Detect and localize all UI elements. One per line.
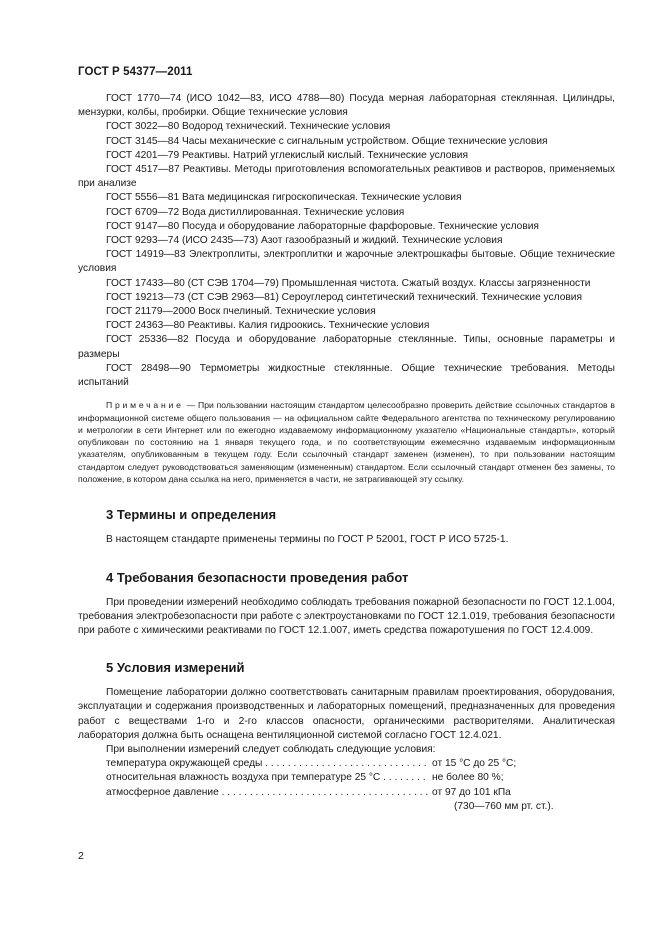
condition-value: от 15 °С до 25 °С;: [432, 758, 517, 770]
reference-item: ГОСТ 3022—80 Водород технический. Технические условия: [106, 121, 391, 133]
document-header: ГОСТ Р 54377—2011: [78, 66, 193, 78]
references-list: [78, 92, 615, 390]
reference-item: ГОСТ 17433—80 (СТ СЭВ 1704—79) Промышленная чистота. Сжатый воздух. Классы загрязненности: [106, 277, 591, 289]
reference-item: ГОСТ 4517—87 Реактивы. Методы приготовления вспомогательных реактивов и растворов, применяемых при анализе: [78, 164, 615, 190]
reference-item: ГОСТ 9147—80 Посуда и оборудование лабораторные фарфоровые. Технические условия: [106, 220, 539, 232]
reference-item: ГОСТ 14919—83 Электроплиты, электроплитки и жарочные электрошкафы бытовые. Общие технические условия: [78, 249, 615, 275]
section-4-text: При проведении измерений необходимо соблюдать требования пожарной безопасности по ГОСТ 12.1.004, требования электробезопасности при работе с электроустановками по ГОСТ 12.1.019, требования безопасности при работе с химическими реактивами по ГОСТ 12.1.007, иметь средства пожаротушения по ГОСТ 12.4.009.: [78, 596, 615, 636]
condition-row: [78, 786, 615, 800]
condition-label: относительная влажность воздуха при температуре 25 °С . . .: [78, 771, 428, 785]
reference-item: ГОСТ 24363—80 Реактивы. Калия гидроокись. Технические условия: [106, 320, 430, 332]
section-3-heading: 3 Термины и определения: [106, 507, 277, 523]
reference-item: ГОСТ 21179—2000 Воск пчелиный. Технические условия: [106, 306, 376, 318]
reference-item: ГОСТ 1770—74 (ИСО 1042—83, ИСО 4788—80) Посуда мерная лабораторная стеклянная. Цилиндры, мензурки, колбы, пробирки. Общие технические условия: [78, 93, 615, 119]
condition-value: от 97 до 101 кПа: [432, 786, 511, 798]
reference-item: ГОСТ 28498—90 Термометры жидкостные стеклянные. Общие технические требования. Методы испытаний: [78, 362, 615, 389]
page-number: 2: [78, 850, 84, 862]
reference-item: ГОСТ 25336—82 Посуда и оборудование лабораторные стеклянные. Типы, основные параметры и размеры: [78, 334, 615, 360]
note-text: — При пользовании настоящим стандартом целесообразно проверить действие ссылочных стандартов в информационной системе общего пользования — на официальном сайте Федерального агентства по техническому регулированию и метрологии в сети Интернет или по ежегодно издаваемому информационному указателю «Национальные стандарты», который опубликован по состоянию на 1 января текущего года, и по соответствующим ежемесячно издаваемым информационным указателям, опубликованным в текущем году. Если ссылочный стандарт заменен (изменен), то при пользовании настоящим стандартом следует руководствоваться заменяющим (измененным) стандартом. Если ссылочный стандарт отменен без замены, то положение, в котором дана ссылка на него, применяется в части, не затрагивающей эту ссылку.: [78, 400, 615, 485]
condition-value: не более 80 %;: [432, 772, 504, 784]
reference-item: ГОСТ 6709—72 Вода дистиллированная. Технические условия: [106, 206, 405, 218]
condition-row: [78, 757, 615, 771]
section-5-heading: 5 Условия измерений: [106, 660, 245, 676]
note-block: [78, 399, 615, 485]
condition-row: [78, 771, 615, 785]
section-5-text: Помещение лаборатории должно соответствовать санитарным правилам проектирования, оборудования, эксплуатации и содержания производственных и лабораторных помещений, предназначенных для проведения работ с веществами 1-го и 2-го классов опасности, органическими растворителями. Аналитическая лаборатория должна быть оснащена вентиляционной системой согласно ГОСТ 12.4.021.: [78, 687, 615, 741]
reference-item: ГОСТ 4201—79 Реактивы. Натрий углекислый кислый. Технические условия: [106, 149, 469, 161]
note-label: Примечание: [106, 400, 184, 411]
reference-item: ГОСТ 3145—84 Часы механические с сигнальным устройством. Общие технические условия: [106, 135, 548, 147]
condition-label: температура окружающей среды . . .: [78, 757, 428, 771]
reference-item: ГОСТ 19213—73 (СТ СЭВ 2963—81) Сероуглерод синтетический технический. Технические условия: [106, 291, 582, 303]
section-4-heading: 4 Требования безопасности проведения работ: [106, 569, 409, 585]
pressure-mm-value: (730—760 мм рт. ст.).: [454, 800, 554, 812]
section-3-text: В настоящем стандарте применены термины по ГОСТ Р 52001, ГОСТ Р ИСО 5725-1.: [106, 534, 509, 546]
reference-item: ГОСТ 5556—81 Вата медицинская гигроскопическая. Технические условия: [106, 192, 462, 204]
condition-label: атмосферное давление . . .: [78, 786, 428, 800]
reference-item: ГОСТ 9293—74 (ИСО 2435—73) Азот газообразный и жидкий. Технические условия: [106, 235, 503, 247]
document-content: [78, 92, 615, 814]
conditions-intro: При выполнении измерений следует соблюдать следующие условия:: [106, 743, 436, 755]
